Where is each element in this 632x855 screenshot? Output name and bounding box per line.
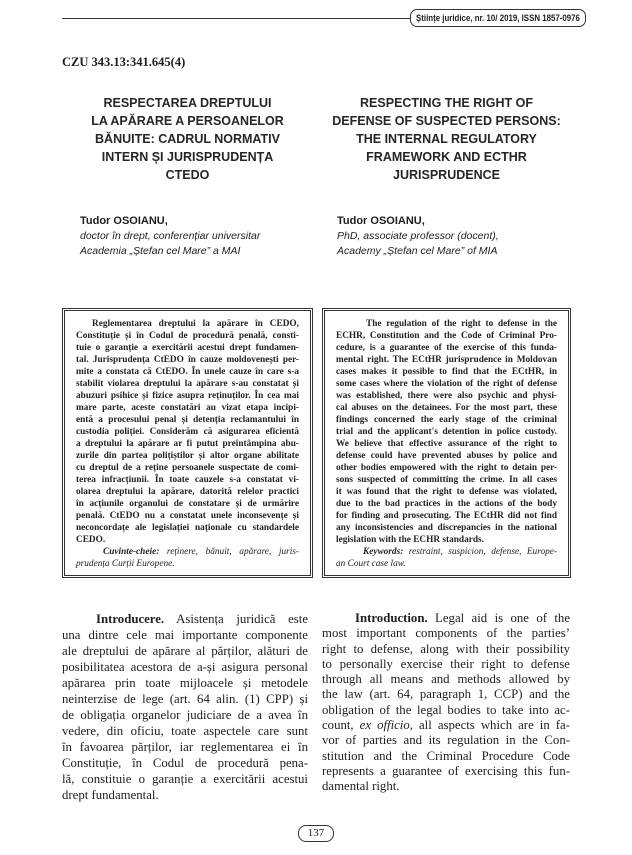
keywords-text: reținere, bănuit, apărare, juris- <box>166 547 300 557</box>
abstract-line: cases makes it possible to find that the ECtHR, in <box>336 367 557 377</box>
abstract-line: defense could have prevented abuses by police and <box>336 451 557 461</box>
body-line <box>62 707 308 723</box>
keywords-label: Cuvinte-cheie: <box>103 547 160 557</box>
body-line <box>322 703 570 718</box>
body-line <box>322 764 570 779</box>
keywords-line <box>336 546 557 558</box>
body-line <box>322 733 570 748</box>
body-text: posibilitatea acestora de a-și asigura personal <box>62 660 308 674</box>
body-line <box>322 657 570 672</box>
title-line: RESPECTING THE RIGHT OF <box>360 96 533 110</box>
body-line <box>322 642 570 657</box>
body-text: una dintre cele mai importante componente <box>62 628 308 642</box>
body-text: în favoarea părților, iar reglementarea ei în <box>62 740 308 754</box>
page-number: 137 <box>298 825 334 842</box>
title-line: LA APĂRARE A PERSOANELOR <box>91 114 284 128</box>
body-text: stitution and the Criminal Procedure Code <box>322 748 570 763</box>
abstract-line: trial and the applicant's detention in police custody. <box>336 427 557 437</box>
abstract-line: Reglementarea dreptului la apărare în CEDO, <box>92 319 299 329</box>
abstract-line: olarea dreptului la apărare, datorită relelor practici <box>76 487 299 497</box>
udc-code: CZU 343.13:341.645(4) <box>62 55 186 69</box>
abstract-line: findings concerned the early stage of the criminal <box>336 415 557 425</box>
body-text: ale dreptului de apărare al părților, alături de <box>62 644 308 658</box>
abstract-line: cedure, is a guarantee of the exercise of this funda- <box>336 343 557 353</box>
body-line <box>62 611 308 627</box>
body-text: damental right. <box>322 779 400 794</box>
author-block-romanian <box>80 214 260 259</box>
title-english <box>322 94 571 184</box>
keywords-line <box>336 558 557 570</box>
body-line <box>62 771 308 787</box>
abstract-line: custodia poliției. Considerăm că asigurarea eficientă <box>76 427 299 437</box>
abstract-line: a dreptului la apărare ar fi putut preîntâmpina abu- <box>76 439 299 449</box>
abstract-line: some cases where the violation of the right of defense <box>336 379 557 389</box>
abstract-line: terea infracțiunii. În toate cauzele s-a constatat vi- <box>76 475 299 485</box>
body-text: to personally exercise their right to defense <box>322 656 570 671</box>
body-text: obligation of the legal bodies to take into ac- <box>322 702 570 717</box>
title-line: RESPECTAREA DREPTULUI <box>103 96 272 110</box>
abstract-line: it was found that the right to defense was violated, <box>336 487 557 497</box>
body-line <box>62 787 308 803</box>
body-line <box>62 643 308 659</box>
abstract-box-romanian <box>62 308 313 578</box>
body-line <box>322 626 570 641</box>
body-text: de obligația organelor judiciare de a avea în <box>62 708 308 722</box>
body-text: Legal aid is one of the <box>435 611 570 625</box>
body-line <box>62 691 308 707</box>
title-line: DEFENSE OF SUSPECTED PERSONS: <box>332 114 561 128</box>
body-text: through all means and methods allowed by <box>322 672 570 687</box>
title-line: JURISPRUDENCE <box>393 168 500 182</box>
section-heading: Introduction. <box>355 611 428 625</box>
keywords-line <box>76 546 299 558</box>
abstract-box-english <box>322 308 571 578</box>
abstract-line: tuie o garanție a exercitării acestui drept fundamen- <box>76 343 299 353</box>
body-text: , all aspects which are in fa- <box>409 718 570 733</box>
abstract-line: The regulation of the right to defense in the <box>366 319 557 329</box>
abstract-line: due to the bad practices in the actions of the body <box>336 499 557 509</box>
author-block-english <box>337 214 499 259</box>
author-affiliation-line: Academy „Ștefan cel Mare” of MIA <box>337 245 498 257</box>
abstract-line: any inconsistencies and discrepancies in the national <box>336 523 557 533</box>
title-line: CTEDO <box>165 168 210 182</box>
abstract-line: mental right. The ECtHR jurisprudence in Moldovan <box>336 355 557 365</box>
author-affiliation-line: Academia „Ștefan cel Mare” a MAI <box>80 245 241 257</box>
section-heading: Introducere. <box>96 612 165 626</box>
body-text: apărarea prin toate mijloacele și metodele <box>62 676 308 690</box>
abstract-line: was established, there were also psychic and physi- <box>336 391 557 401</box>
body-text: represents a guarantee of exercising this fun- <box>322 763 570 778</box>
header-rule <box>62 18 411 19</box>
abstract-line: penală. CtEDO nu a constatat unele inconsevențe și <box>76 511 299 521</box>
author-affiliation-line: doctor în drept, conferențiar universitar <box>80 230 261 242</box>
body-line <box>322 687 570 702</box>
title-romanian <box>62 94 313 184</box>
body-line <box>62 723 308 739</box>
abstract-line: în acțiunile organului de constatare și de urmărire <box>76 499 299 509</box>
abstract-line: Constituție și în Codul de procedură penală, consti- <box>76 331 299 341</box>
journal-header-badge <box>410 9 586 27</box>
body-text: drept fundamental. <box>62 788 159 802</box>
body-text: vedere, din oficiu, toate aspectele care sunt <box>62 724 308 738</box>
abstract-line: entă a procesului penal și detenția reclamantului în <box>76 415 299 425</box>
journal-header-text: Științe juridice, nr. 10/ 2019, ISSN 1857-0976 <box>416 13 580 24</box>
keywords-text: restraint, suspicion, defense, Europe- <box>408 547 557 557</box>
body-line <box>322 779 570 794</box>
abstract-line: mare parte, aceste constatări au vizat etapa incipi- <box>76 403 299 413</box>
body-text: most important components of the parties’ <box>322 626 570 641</box>
body-text: the law (art. 64, paragraph 1, CCP) and the <box>322 687 570 702</box>
abstract-line: CEDO. <box>76 535 106 545</box>
abstract-line: stabilit violarea dreptului la apărare s-au constatat și <box>76 379 299 389</box>
body-text: count, <box>322 718 360 733</box>
author-name: Tudor OSOIANU, <box>80 215 168 227</box>
body-text: neinterzise de lege (art. 64 alin. (1) CPP) și <box>62 692 308 706</box>
abstract-line: cu dreptul de a reține persoanele suspectate de comi- <box>76 463 299 473</box>
body-text: lă, constituie o garanție a exercitării acestui <box>62 772 308 786</box>
abstract-line: ECHR, Constitution and the Code of Criminal Pro- <box>336 331 557 341</box>
abstract-line: sons suspected of committing the crime. In all cases <box>336 475 557 485</box>
author-name: Tudor OSOIANU, <box>337 215 425 227</box>
abstract-line: tal. Jurisprudența CtEDO în cauze moldovenești per- <box>76 355 299 365</box>
title-line: INTERN ȘI JURISPRUDENȚA <box>101 150 274 164</box>
title-line: THE INTERNAL REGULATORY <box>356 132 537 146</box>
body-text: vor of parties and its regulation in the Con- <box>322 733 570 748</box>
body-line <box>62 627 308 643</box>
keywords-line <box>76 558 299 570</box>
author-affiliation-line: PhD, associate professor (docent), <box>337 230 499 242</box>
keywords-label: Keywords: <box>363 547 404 557</box>
abstract-line: zurile din partea polițiștilor și altor organe abilitate <box>76 451 299 461</box>
title-line: FRAMEWORK AND ECTHR <box>366 150 527 164</box>
abstract-line: legislation with the ECHR standards. <box>336 535 484 545</box>
emphasis-text: ex officio <box>359 718 410 733</box>
body-column-romanian <box>62 611 308 803</box>
body-text: Asistența juridică este <box>176 612 308 626</box>
body-line <box>322 718 570 733</box>
body-column-english <box>322 611 570 795</box>
body-line <box>322 611 570 626</box>
abstract-line: cal abuses on the detainees. For the most part, these <box>336 403 557 413</box>
body-line <box>62 739 308 755</box>
body-text: right to defense, along with their possibility <box>322 641 570 656</box>
title-line: BĂNUITE: CADRUL NORMATIV <box>95 132 280 146</box>
body-line <box>322 672 570 687</box>
abstract-line: other bodies empowered with the right to detain per- <box>336 463 557 473</box>
abstract-line: neconcordațe ale legislației naționale cu standardele <box>76 523 299 533</box>
body-line <box>322 749 570 764</box>
abstract-line: for finding and prosecuting. The ECtHR did not find <box>336 511 557 521</box>
abstract-line: mite a constata că CtEDO. În unele cauze în care s-a <box>76 367 299 377</box>
body-line <box>62 659 308 675</box>
abstract-line: abuzuri psihice și fizice asupra reținuților. În cea mai <box>76 391 299 401</box>
body-line <box>62 675 308 691</box>
body-line <box>62 755 308 771</box>
keywords-text: an Court case law. <box>336 559 406 569</box>
abstract-line: We believe that effective assurance of the right to <box>336 439 557 449</box>
body-text: Constituție, în Codul de procedură pena- <box>62 756 308 770</box>
keywords-text: prudența Curții Europene. <box>76 559 175 569</box>
